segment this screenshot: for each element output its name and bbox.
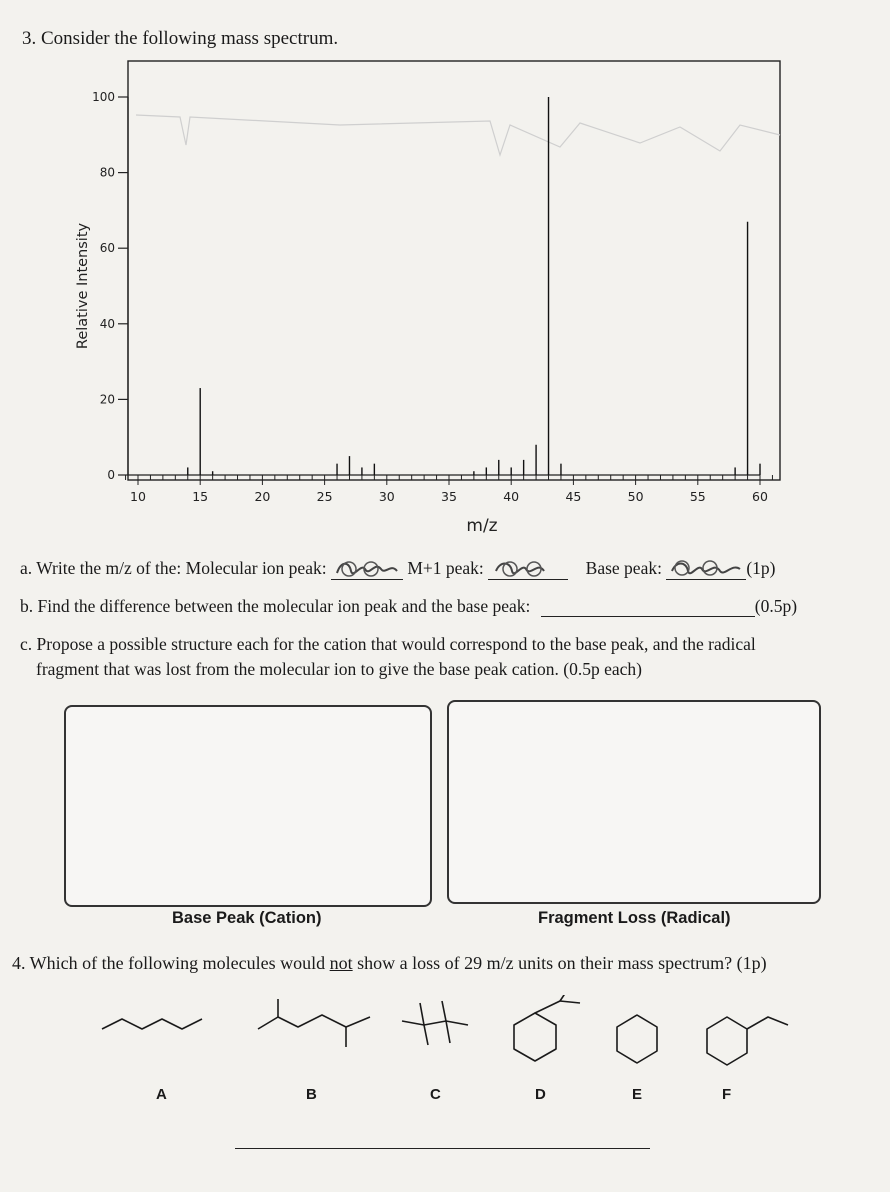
base-peak-cation-box[interactable]: [64, 705, 432, 907]
molecule-label-b: B: [306, 1086, 317, 1103]
y-tick-label-40: 40: [99, 316, 115, 331]
plot-frame: [128, 61, 780, 480]
y-tick-label-100: 100: [92, 90, 115, 104]
x-tick-label-15: 15: [192, 489, 209, 504]
base-peak-answer-scribble: [666, 559, 746, 580]
m-plus-1-label: M+1 peak:: [407, 558, 484, 578]
x-axis-label: m/z: [466, 516, 498, 536]
fragment-loss-radical-label: Fragment Loss (Radical): [538, 909, 731, 927]
mass-spectrum-chart: [40, 55, 820, 545]
question-4-suffix: show a loss of 29 m/z units on their mass spectrum? (1p): [352, 953, 767, 973]
x-tick-label-10: 10: [130, 489, 146, 504]
part-a-points: (1p): [746, 558, 776, 578]
y-tick-label-60: 60: [99, 241, 115, 256]
part-a-line: [20, 558, 775, 580]
x-tick-label-30: 30: [378, 489, 395, 504]
x-tick-label-35: 35: [441, 489, 457, 504]
x-tick-label-45: 45: [565, 489, 582, 504]
part-b-points: (0.5p): [754, 596, 798, 616]
molecular-ion-answer-scribble: [331, 559, 403, 580]
x-tick-label-25: 25: [316, 489, 333, 504]
base-peak-cation-label: Base Peak (Cation): [172, 909, 322, 927]
y-tick-label-20: 20: [99, 392, 115, 407]
m-plus-1-answer-scribble: [488, 559, 568, 580]
part-c-line-2: fragment that was lost from the molecular ion to give the base peak cation. (0.5p each): [36, 659, 642, 679]
molecule-label-d: D: [535, 1086, 546, 1103]
molecule-a-structure: [102, 1019, 202, 1029]
molecule-c-structure: [402, 1001, 468, 1045]
part-b-answer-blank[interactable]: [541, 616, 755, 617]
molecule-label-a: A: [156, 1086, 167, 1103]
question-4-text: [12, 953, 767, 974]
y-tick-label-80: 80: [99, 165, 115, 180]
question-3-title: 3. Consider the following mass spectrum.: [22, 28, 339, 49]
molecule-structures: [0, 995, 890, 1095]
y-axis-label: Relative Intensity: [75, 222, 91, 350]
question-4-underlined-word: not: [329, 953, 353, 973]
y-tick-label-0: 0: [107, 468, 115, 482]
molecule-e-structure: [617, 1015, 657, 1063]
bleed-through-text: [6, 762, 10, 777]
x-tick-label-40: 40: [503, 489, 520, 504]
molecule-f-structure: [707, 1017, 788, 1065]
fragment-loss-radical-box[interactable]: [447, 700, 821, 904]
x-tick-label-60: 60: [752, 489, 768, 504]
bleed-through-trace: [136, 115, 780, 155]
question-4-answer-line[interactable]: [235, 1148, 650, 1149]
question-4-prefix: 4. Which of the following molecules would: [12, 953, 330, 973]
x-tick-label-55: 55: [689, 489, 706, 504]
part-a-prefix: a. Write the m/z of the: Molecular ion peak:: [20, 558, 327, 578]
molecule-label-f: F: [722, 1086, 732, 1103]
part-b-text: b. Find the difference between the molecular ion peak and the base peak:: [20, 596, 531, 616]
x-tick-label-20: 20: [254, 489, 271, 504]
part-b-line: [20, 596, 797, 617]
molecule-label-c: C: [430, 1086, 441, 1103]
molecule-label-e: E: [632, 1086, 643, 1103]
molecule-d-structure: [514, 995, 580, 1061]
molecule-b-structure: [258, 1015, 370, 1029]
base-peak-label: Base peak:: [585, 558, 662, 578]
x-tick-label-50: 50: [627, 489, 644, 504]
part-c-line-1: c. Propose a possible structure each for the cation that would correspond to the base peak, and the radical: [20, 634, 756, 654]
